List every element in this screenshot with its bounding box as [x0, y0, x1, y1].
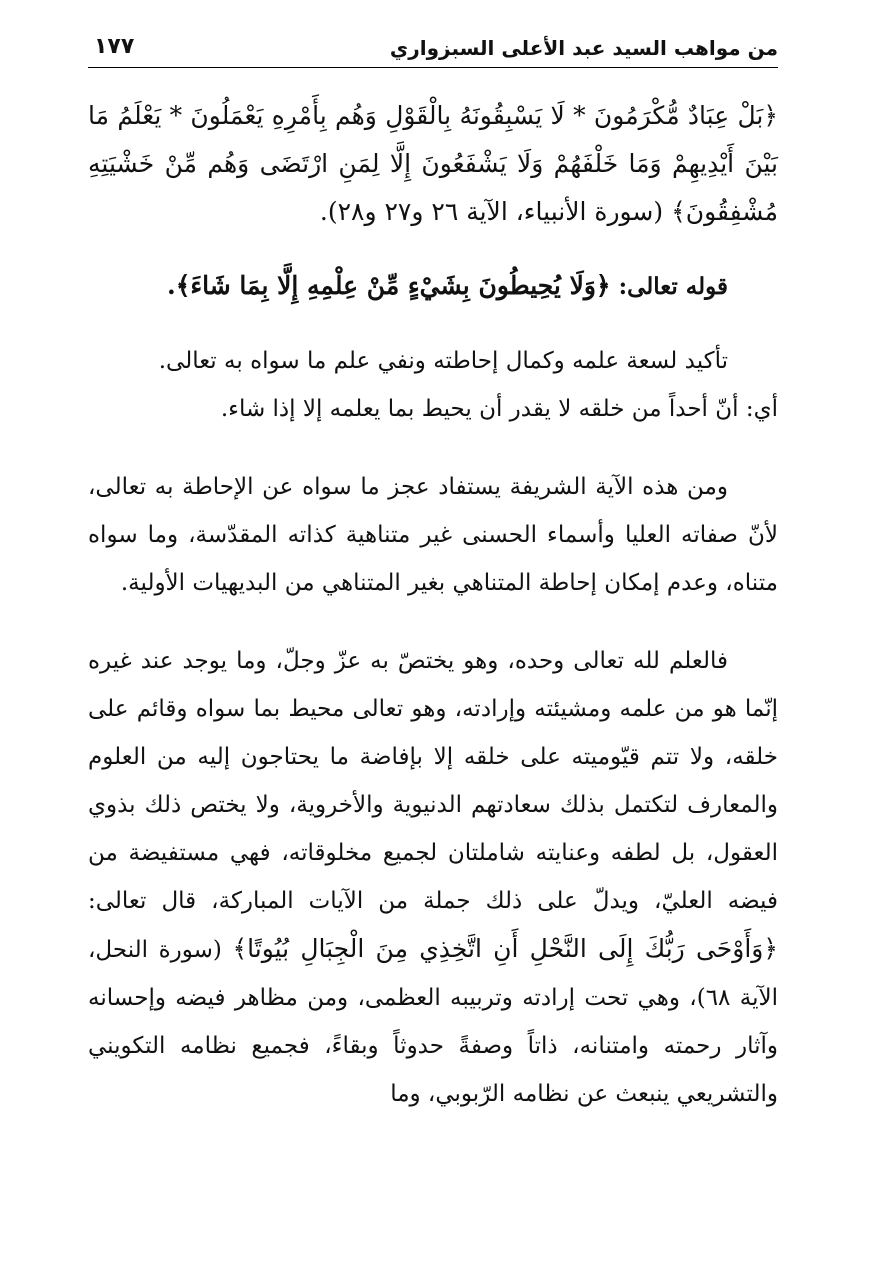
paragraph-3-verse: ﴿وَأَوْحَى رَبُّكَ إِلَى النَّحْلِ أَنِ اتَّخِذِي مِنَ الْجِبَالِ بُيُوتًا﴾: [232, 934, 778, 963]
page-header: [88, 28, 778, 68]
paragraph-3-text-b: (سورة النحل، الآية ٦٨)، وهي تحت إرادته وتربيبه العظمى، ومن مظاهر فيضه وإحسانه وآثار رحمته وامتنانه، ذاتاً وصفةً حدوثاً وبقاءً، فجميع نظامه التكويني والتشريعي ينبعث عن نظامه الرّبوبي، وما: [88, 937, 778, 1107]
page-number: ١٧٧: [94, 34, 135, 59]
paragraph-1-line-1: تأكيد لسعة علمه وكمال إحاطته ونفي علم ما سواه به تعالى.: [158, 348, 728, 374]
paragraph-3: [88, 637, 778, 1118]
paragraph-3-text-a: فالعلم لله تعالى وحده، وهو يختصّ به عزّ وجلّ، وما يوجد عند غيره إنّما هو من علمه ومشيئته وإرادته، وهو تعالى محيط بما سواه وقائم على خلقه، ولا تتم قيّوميته على خلقه إلا بإفاضة ما يحتاجون إليه من العلوم والمعارف لتكتمل بذلك سعادتهم الدنيوية والأخروية، ولا يختص ذلك بذوي العقول، بل لطفه وعنايته شاملتان لجميع مخلوقاته، فهي مستفيضة من فيضه العليّ، ويدلّ على ذلك جملة من الآيات المباركة، قال تعالى:: [88, 648, 778, 914]
spacer: [88, 607, 778, 637]
verse-block: ﴿بَلْ عِبَادٌ مُّكْرَمُونَ * لَا يَسْبِقُونَهُ بِالْقَوْلِ وَهُم بِأَمْرِهِ يَعْمَلُونَ * يَعْلَمُ مَا بَيْنَ أَيْدِيهِمْ وَمَا خَلْفَهُمْ وَلَا يَشْفَعُونَ إِلَّا لِمَنِ ارْتَضَى وَهُم مِّنْ خَشْيَتِهِ مُشْفِقُونَ﴾ (سورة الأنبياء، الآية ٢٦ و٢٧ و٢٨).: [88, 101, 778, 226]
spacer: [88, 236, 778, 262]
page-body: [88, 92, 778, 1118]
verse-heading: [88, 262, 778, 311]
header-rule: [88, 67, 778, 68]
spacer: [88, 433, 778, 463]
spacer: [88, 311, 778, 337]
paragraph-2: ومن هذه الآية الشريفة يستفاد عجز ما سواه عن الإحاطة به تعالى، لأنّ صفاته العليا وأسماء الحسنى غير متناهية كذاته المقدّسة، وما سواه متناه، وعدم إمكان إحاطة المتناهي بغير المتناهي من البديهيات الأولية.: [88, 474, 778, 596]
heading-verse: ﴿وَلَا يُحِيطُونَ بِشَيْءٍ مِّنْ عِلْمِهِ إِلَّا بِمَا شَاءَ﴾.: [167, 271, 611, 300]
paragraph-1-line-2: أي: أنّ أحداً من خلقه لا يقدر أن يحيط بما يعلمه إلا إذا شاء.: [220, 396, 778, 422]
running-title: من مواهب السيد عبد الأعلى السبزواري: [389, 36, 778, 60]
heading-label: قوله تعالى:: [618, 273, 728, 300]
